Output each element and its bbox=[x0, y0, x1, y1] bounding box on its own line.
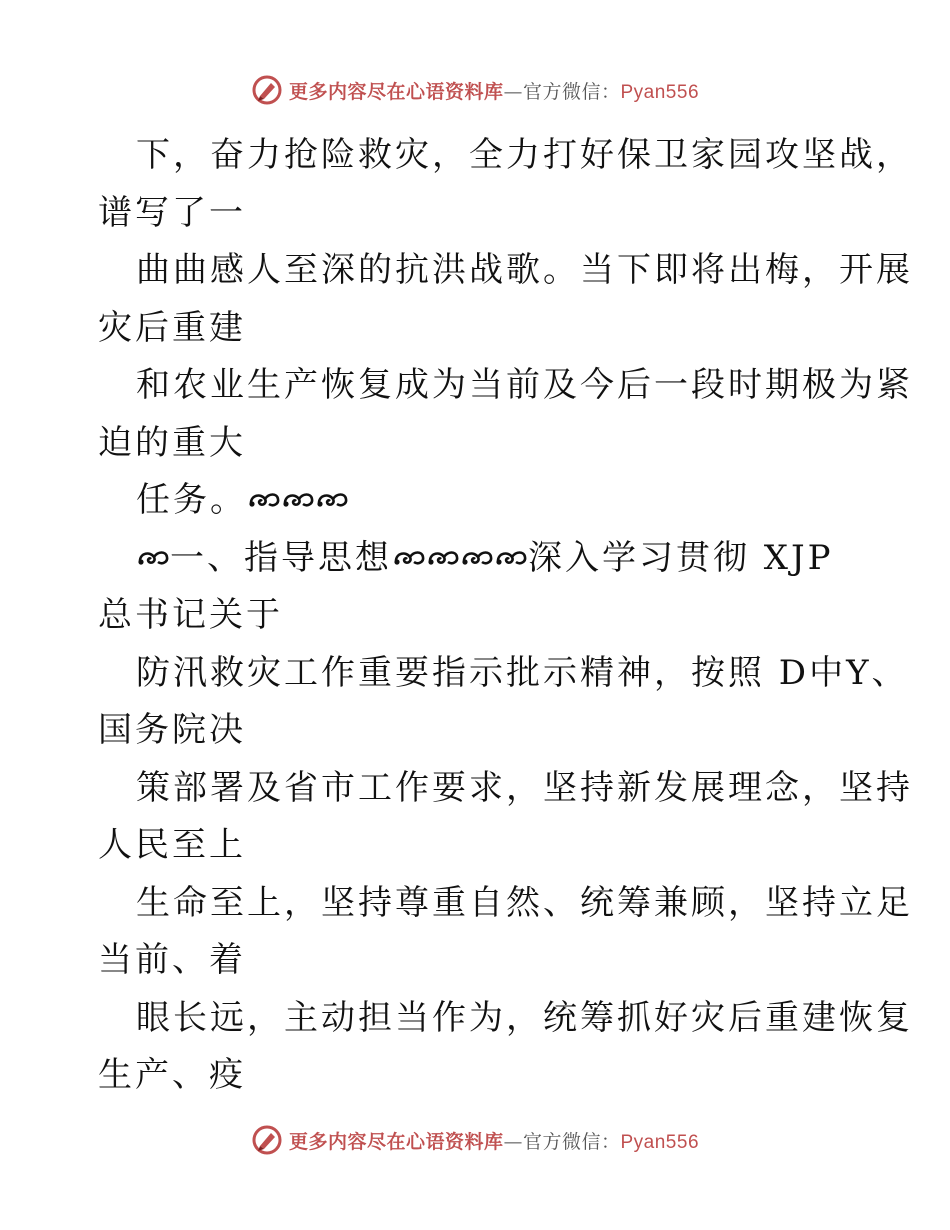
heading-continuation: 深入学习贯彻 XJP bbox=[528, 537, 834, 578]
section-heading: 一、指导思想 bbox=[170, 537, 392, 578]
text-line: 下，奋力抢险救灾，全力打好保卫家园攻坚战， bbox=[136, 135, 913, 175]
swirl-ornament-icon bbox=[392, 547, 426, 569]
footer-main-text: 更多内容尽在心语资料库 bbox=[288, 1130, 504, 1153]
swirl-ornament-icon bbox=[426, 547, 460, 569]
footer-wechat-label: 官方微信： bbox=[522, 1130, 621, 1153]
header-wechat-label: 官方微信： bbox=[522, 80, 621, 103]
task-text: 任务。 bbox=[136, 480, 247, 520]
page-footer bbox=[0, 1122, 950, 1158]
footer-dash: — bbox=[503, 1130, 523, 1153]
header-banner bbox=[289, 77, 699, 104]
text-line: 灾后重建 bbox=[98, 307, 246, 348]
header-dash: — bbox=[503, 80, 523, 103]
swirl-ornament-icon bbox=[281, 489, 315, 511]
document-body bbox=[98, 127, 913, 1105]
text-line: 总书记关于 bbox=[98, 595, 283, 635]
header-main-text: 更多内容尽在心语资料库 bbox=[288, 80, 504, 103]
header-wechat-id: Pyan556 bbox=[620, 81, 700, 103]
text-line: 曲曲感人至深的抗洪战歌。当下即将出梅，开展 bbox=[136, 250, 913, 290]
text-line: 当前、着 bbox=[98, 940, 246, 980]
text-line: 人民至上 bbox=[98, 825, 246, 865]
text-line: 防汛救灾工作重要指示批示精神，按照 D中Y、 bbox=[136, 652, 909, 693]
pen-logo-icon bbox=[251, 1124, 283, 1156]
footer-banner bbox=[289, 1127, 699, 1154]
text-line: 国务院决 bbox=[98, 710, 246, 750]
swirl-ornament-icon bbox=[247, 489, 281, 511]
pen-logo-icon bbox=[251, 74, 283, 106]
text-line: 眼长远，主动担当作为，统筹抓好灾后重建恢复 bbox=[136, 997, 913, 1038]
swirl-ornament-icon bbox=[136, 547, 170, 569]
text-line: 和农业生产恢复成为当前及今后一段时期极为紧 bbox=[136, 365, 913, 405]
text-line-task bbox=[98, 472, 858, 530]
text-line: 生产、疫 bbox=[98, 1055, 246, 1095]
swirl-ornament-icon bbox=[460, 547, 494, 569]
text-line: 谱写了一 bbox=[98, 192, 246, 233]
text-line: 迫的重大 bbox=[98, 422, 246, 463]
swirl-ornament-icon bbox=[315, 489, 349, 511]
swirl-ornament-icon bbox=[494, 547, 528, 569]
footer-wechat-id: Pyan556 bbox=[620, 1131, 700, 1153]
text-line-heading bbox=[98, 530, 858, 588]
page-header bbox=[0, 72, 950, 108]
text-line: 策部署及省市工作要求，坚持新发展理念，坚持 bbox=[136, 767, 913, 808]
text-line: 生命至上，坚持尊重自然、统筹兼顾，坚持立足 bbox=[136, 882, 913, 923]
